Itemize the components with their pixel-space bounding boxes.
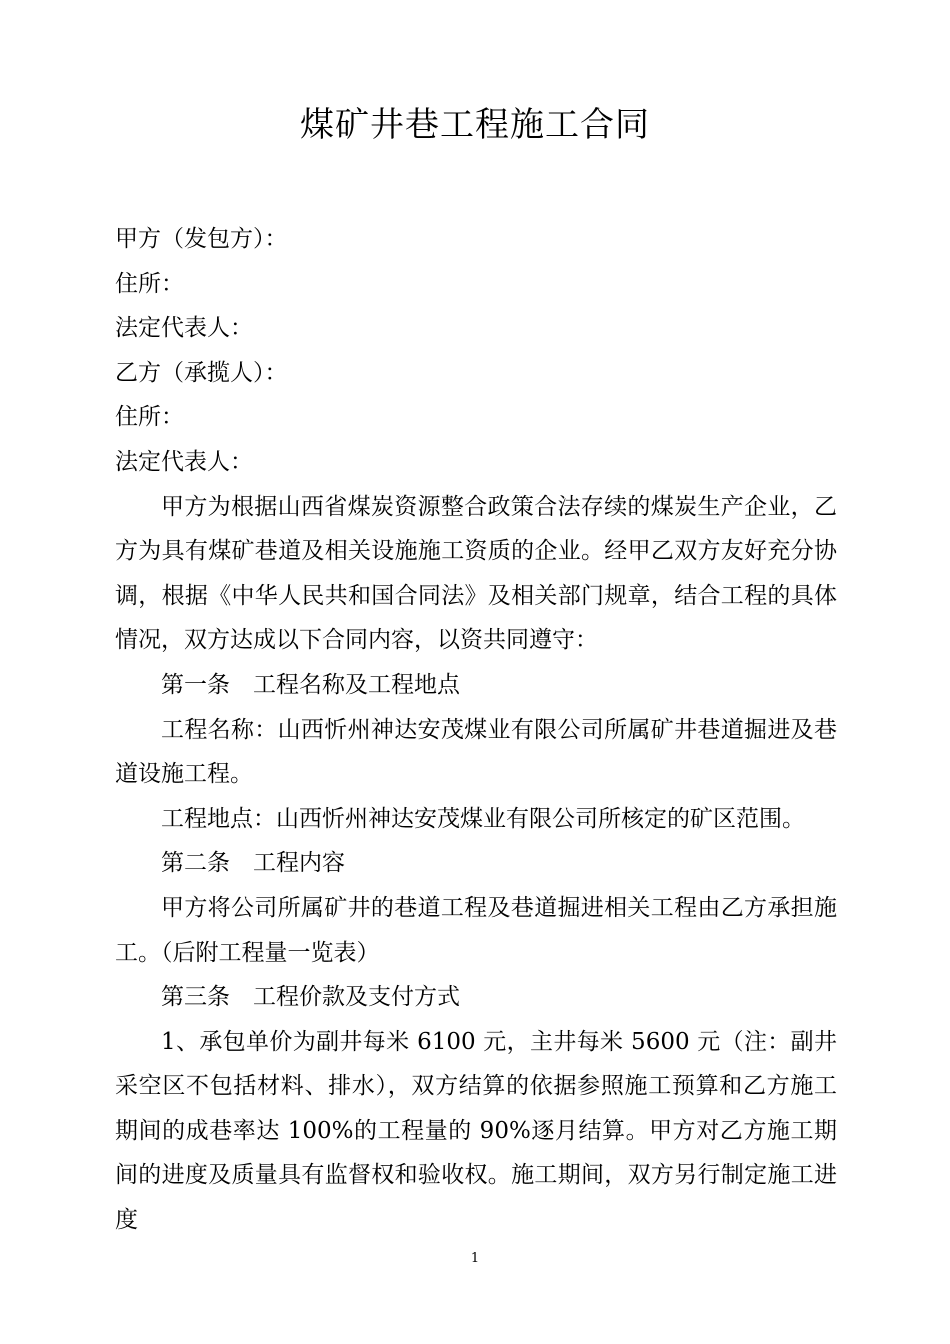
article-3-heading: 第三条 工程价款及支付方式: [161, 984, 460, 1011]
page-number: 1: [470, 1251, 480, 1266]
project-name-paragraph: 工程名称：山西忻州神达安茂煤业有限公司所属矿井巷道掘进及巷道设施工程。: [115, 716, 837, 788]
project-content-paragraph: 甲方将公司所属矿井的巷道工程及巷道掘进相关工程由乙方承担施工。（后附工程量一览表）: [115, 894, 837, 966]
party-b-representative-line: 法定代表人：: [115, 448, 253, 475]
article-1-heading: 第一条 工程名称及工程地点: [161, 671, 460, 698]
price-payment-paragraph: 1、承包单价为副井每米 6100 元，主井每米 5600 元（注：副井采空区不包括材料、排水），双方结算的依据参照施工预算和乙方施工期间的成巷率达 100%的工程量的 90%逐月结算。甲方对乙方施工期间的进度及质量具有监督权和验收权。施工期间，双方另行制定施工进度: [115, 1028, 837, 1234]
preamble-paragraph: 甲方为根据山西省煤炭资源整合政策合法存续的煤炭生产企业，乙方为具有煤矿巷道及相关设施施工资质的企业。经甲乙双方友好充分协调，根据《中华人民共和国合同法》及相关部门规章，结合工程的具体情况，双方达成以下合同内容，以资共同遵守：: [115, 493, 837, 654]
party-a-line: 甲方（发包方）：: [115, 226, 288, 252]
project-location-paragraph: 工程地点：山西忻州神达安茂煤业有限公司所核定的矿区范围。: [161, 805, 805, 832]
page-title: 煤矿井巷工程施工合同: [300, 105, 650, 145]
party-a-representative-line: 法定代表人：: [115, 315, 253, 342]
party-b-line: 乙方（承揽人）：: [115, 359, 288, 386]
article-2-heading: 第二条 工程内容: [161, 850, 345, 877]
contract-body: [115, 217, 837, 1243]
party-b-address-line: 住所：: [115, 404, 184, 431]
party-a-address-line: 住所：: [115, 270, 184, 297]
